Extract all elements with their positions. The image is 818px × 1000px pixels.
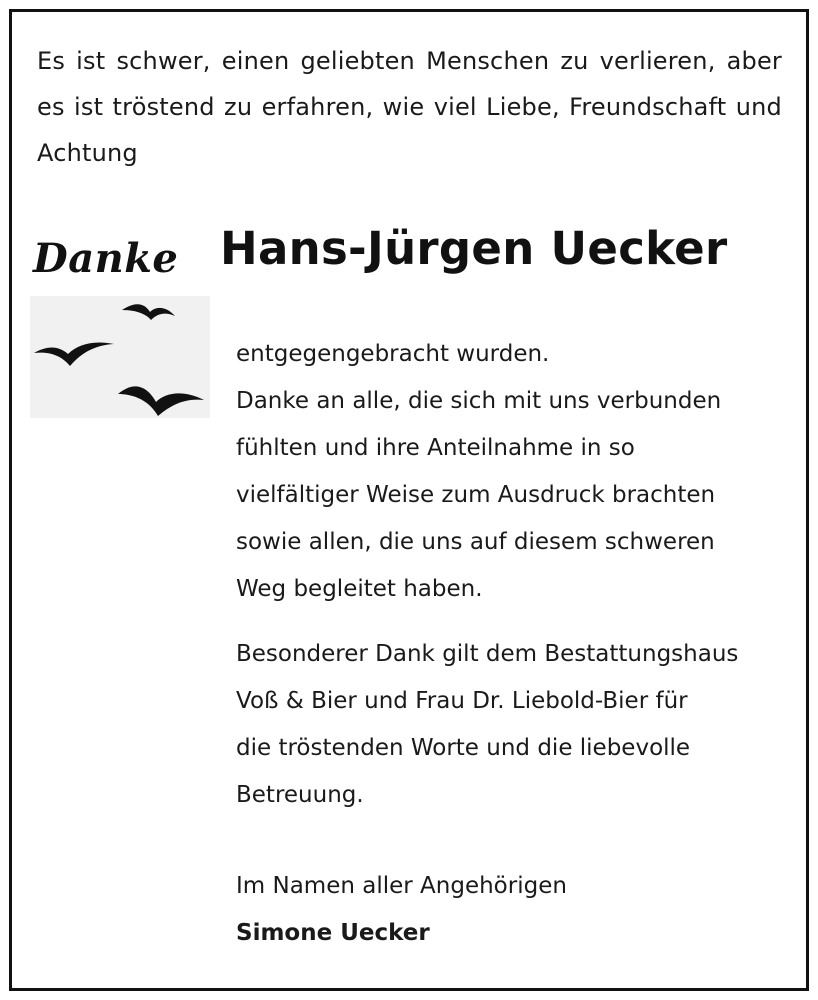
text-line: Danke an alle, die sich mit uns verbunden [236, 388, 722, 414]
text-line: entgegengebracht wurden. [236, 341, 550, 367]
thanks-paragraph [236, 331, 776, 613]
signer-name: Simone Uecker [236, 920, 430, 946]
intro-line: Achtung [37, 139, 138, 167]
intro-line: Es ist schwer, einen geliebten Menschen zu verlieren, aber [37, 47, 782, 75]
intro-text [37, 38, 782, 176]
text-line: Voß & Bier und Frau Dr. Liebold-Bier für [236, 688, 688, 714]
intro-line: es ist tröstend zu erfahren, wie viel Liebe, Freundschaft und [37, 93, 782, 121]
text-line: fühlten und ihre Anteilnahme in so [236, 435, 635, 461]
danke-heading: Danke [33, 235, 179, 282]
closing-line: Im Namen aller Angehörigen [236, 873, 567, 899]
text-line: die tröstenden Worte und die liebevolle [236, 735, 691, 761]
special-thanks-paragraph [236, 631, 776, 819]
text-line: Weg begleitet haben. [236, 576, 483, 602]
signature-block [236, 863, 776, 957]
text-line: sowie allen, die uns auf diesem schweren [236, 529, 715, 555]
deceased-name: Hans-Jürgen Uecker [220, 222, 728, 275]
text-line: vielfältiger Weise zum Ausdruck brachten [236, 482, 716, 508]
text-line: Besonderer Dank gilt dem Bestattungshaus [236, 641, 739, 667]
text-line: Betreuung. [236, 782, 364, 808]
birds-illustration [30, 296, 210, 418]
